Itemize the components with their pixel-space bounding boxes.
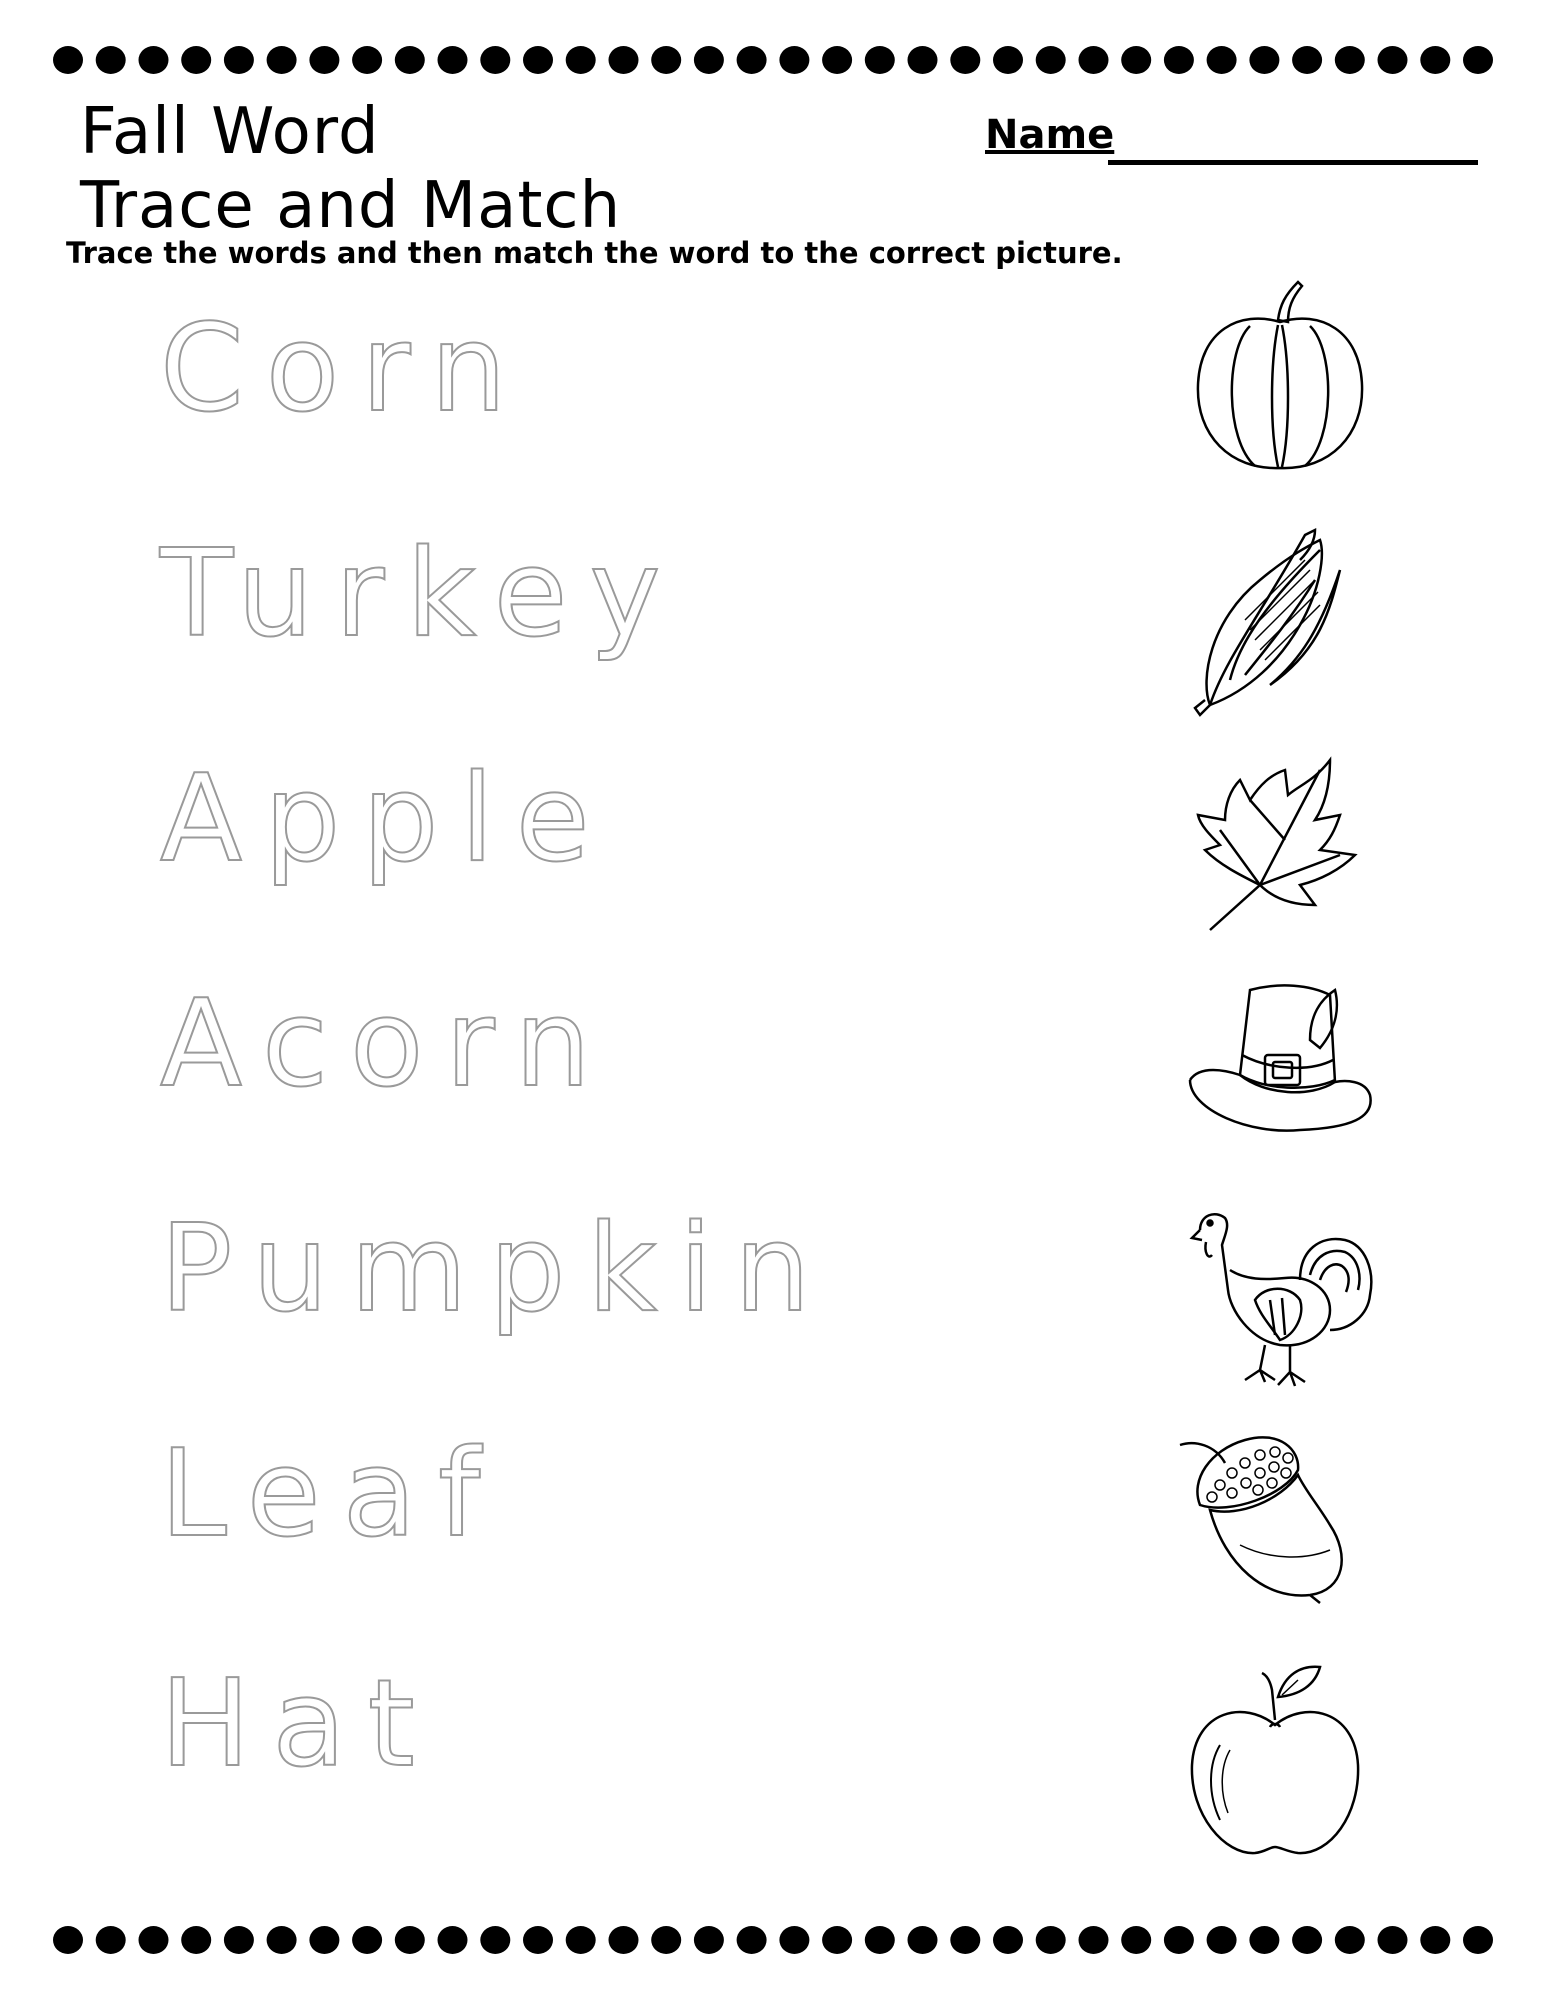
border-dot	[352, 46, 382, 74]
border-dot	[566, 1926, 596, 1954]
border-dot	[1463, 46, 1493, 74]
border-dot	[651, 1926, 681, 1954]
pilgrim-hat-icon[interactable]	[1170, 970, 1390, 1170]
border-dot	[822, 1926, 852, 1954]
name-line[interactable]	[1108, 160, 1478, 165]
border-dot	[1378, 46, 1408, 74]
border-dot	[53, 46, 83, 74]
border-dot	[1249, 46, 1279, 74]
bottom-dot-border	[0, 1920, 1545, 1960]
border-dot	[694, 1926, 724, 1954]
trace-word-corn[interactable]: Corn	[160, 300, 529, 439]
border-dot	[309, 1926, 339, 1954]
border-dot	[1378, 1926, 1408, 1954]
top-dot-border	[0, 40, 1545, 80]
title-line-1: Fall Word	[80, 95, 380, 169]
border-dot	[950, 46, 980, 74]
worksheet-title	[80, 95, 621, 243]
border-dot	[609, 1926, 639, 1954]
apple-icon[interactable]	[1170, 1655, 1390, 1855]
border-dot	[96, 1926, 126, 1954]
border-dot	[438, 46, 468, 74]
trace-word-acorn[interactable]: Acorn	[160, 975, 613, 1114]
corn-icon[interactable]	[1170, 510, 1390, 710]
border-dot	[779, 46, 809, 74]
border-dot	[1335, 46, 1365, 74]
border-dot	[181, 46, 211, 74]
border-dot	[395, 46, 425, 74]
trace-word-hat[interactable]: Hat	[160, 1655, 437, 1794]
trace-word-apple[interactable]: Apple	[160, 750, 612, 889]
trace-word-turkey[interactable]: Turkey	[160, 525, 683, 664]
border-dot	[694, 46, 724, 74]
border-dot	[267, 46, 297, 74]
border-dot	[993, 46, 1023, 74]
border-dot	[309, 46, 339, 74]
border-dot	[267, 1926, 297, 1954]
border-dot	[1036, 46, 1066, 74]
border-dot	[1121, 46, 1151, 74]
border-dot	[1292, 1926, 1322, 1954]
title-line-2: Trace and Match	[80, 169, 622, 243]
border-dot	[1463, 1926, 1493, 1954]
border-dot	[651, 46, 681, 74]
border-dot	[1420, 46, 1450, 74]
border-dot	[1249, 1926, 1279, 1954]
border-dot	[1207, 46, 1237, 74]
border-dot	[737, 46, 767, 74]
border-dot	[609, 46, 639, 74]
border-dot	[480, 46, 510, 74]
border-dot	[480, 1926, 510, 1954]
border-dot	[224, 46, 254, 74]
border-dot	[950, 1926, 980, 1954]
border-dot	[523, 46, 553, 74]
border-dot	[53, 1926, 83, 1954]
border-dot	[822, 46, 852, 74]
border-dot	[865, 1926, 895, 1954]
border-dot	[1121, 1926, 1151, 1954]
border-dot	[139, 46, 169, 74]
border-dot	[865, 46, 895, 74]
pumpkin-icon[interactable]	[1170, 270, 1390, 470]
border-dot	[438, 1926, 468, 1954]
border-dot	[224, 1926, 254, 1954]
border-dot	[96, 46, 126, 74]
border-dot	[1292, 46, 1322, 74]
border-dot	[395, 1926, 425, 1954]
border-dot	[523, 1926, 553, 1954]
instructions: Trace the words and then match the word to the correct picture.	[66, 236, 1123, 270]
border-dot	[1036, 1926, 1066, 1954]
border-dot	[908, 1926, 938, 1954]
border-dot	[993, 1926, 1023, 1954]
turkey-icon[interactable]	[1170, 1190, 1390, 1390]
border-dot	[1420, 1926, 1450, 1954]
trace-word-leaf[interactable]: Leaf	[160, 1425, 503, 1564]
border-dot	[139, 1926, 169, 1954]
border-dot	[908, 46, 938, 74]
trace-word-pumpkin[interactable]: Pumpkin	[160, 1200, 833, 1339]
name-label: Name	[985, 112, 1115, 158]
border-dot	[566, 46, 596, 74]
border-dot	[1164, 1926, 1194, 1954]
border-dot	[1207, 1926, 1237, 1954]
border-dot	[779, 1926, 809, 1954]
border-dot	[1164, 46, 1194, 74]
border-dot	[1079, 46, 1109, 74]
border-dot	[1335, 1926, 1365, 1954]
border-dot	[737, 1926, 767, 1954]
acorn-icon[interactable]	[1170, 1425, 1390, 1625]
leaf-icon[interactable]	[1170, 745, 1390, 945]
border-dot	[352, 1926, 382, 1954]
border-dot	[181, 1926, 211, 1954]
border-dot	[1079, 1926, 1109, 1954]
